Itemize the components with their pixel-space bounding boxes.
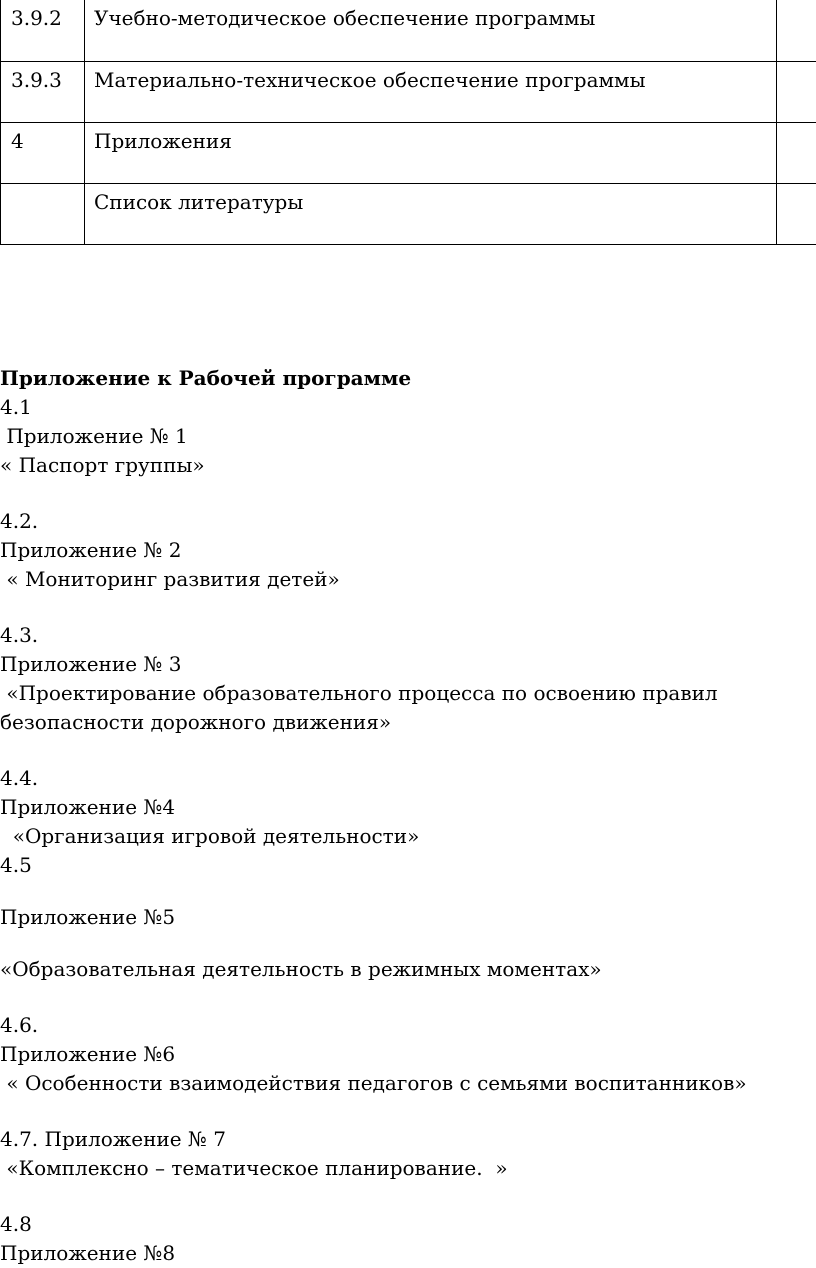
table-row	[1, 122, 816, 183]
section-page	[777, 0, 816, 61]
section-number: 3.9.3	[1, 61, 85, 122]
appendix-title-continued: безопасности дорожного движения»	[0, 708, 816, 737]
appendix-label: Приложение №8	[0, 1239, 816, 1268]
section-number	[1, 183, 85, 244]
section-title: Материально-техническое обеспечение программы	[85, 61, 777, 122]
contents-table	[0, 0, 816, 245]
appendix-title: « Паспорт группы»	[0, 451, 816, 480]
appendix-title: «Организация игровой деятельности»	[0, 822, 816, 851]
appendix-label: Приложение № 1	[0, 422, 816, 451]
section-title: Список литературы	[85, 183, 777, 244]
table-row	[1, 0, 816, 61]
appendix-number: 4.5	[0, 851, 816, 880]
appendix-title: « Особенности взаимодействия педагогов с семьями воспитанников»	[0, 1069, 816, 1098]
appendix-number: 4.6.	[0, 1011, 816, 1040]
section-title: Учебно-методическое обеспечение программы	[85, 0, 777, 61]
appendix-label: Приложение № 2	[0, 536, 816, 565]
appendix-label: Приложение №5	[0, 903, 816, 932]
appendix-label: Приложение № 3	[0, 650, 816, 679]
appendix-label: 4.7. Приложение № 7	[0, 1125, 816, 1154]
appendix-number: 4.4.	[0, 764, 816, 793]
appendix-title: «Образовательная деятельность в режимных моментах»	[0, 955, 816, 984]
section-page	[777, 61, 816, 122]
appendix-title: « Мониторинг развития детей»	[0, 565, 816, 594]
appendix-number: 4.1	[0, 393, 816, 422]
section-page	[777, 183, 816, 244]
appendix-list	[0, 364, 816, 1268]
appendix-number: 4.8	[0, 1210, 816, 1239]
table-row	[1, 183, 816, 244]
section-page	[777, 122, 816, 183]
appendix-label: Приложение №6	[0, 1040, 816, 1069]
appendix-title: «Проектирование образовательного процесса по освоению правил	[0, 679, 816, 708]
appendix-number: 4.2.	[0, 507, 816, 536]
appendix-title: «Комплексно – тематическое планирование. »	[0, 1154, 816, 1183]
appendix-label: Приложение №4	[0, 793, 816, 822]
section-title: Приложения	[85, 122, 777, 183]
section-number: 4	[1, 122, 85, 183]
appendix-heading: Приложение к Рабочей программе	[0, 364, 816, 393]
table-row	[1, 61, 816, 122]
appendix-number: 4.3.	[0, 621, 816, 650]
section-number: 3.9.2	[1, 0, 85, 61]
